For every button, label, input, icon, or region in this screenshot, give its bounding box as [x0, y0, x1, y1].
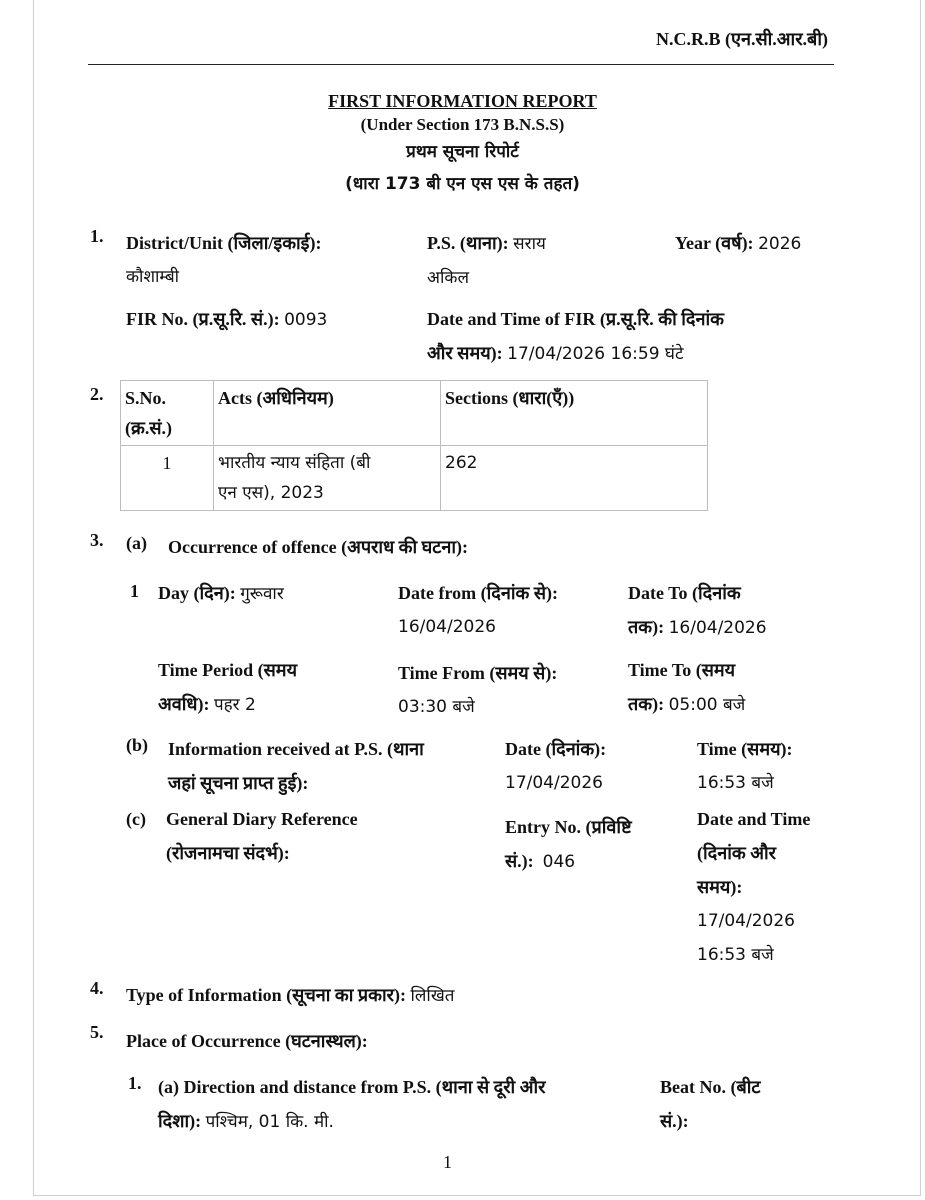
item2-number: 2. [90, 384, 104, 404]
title-block [200, 88, 725, 200]
fir-datetime-value: 17/04/2026 16:59 घंटे [507, 344, 684, 364]
row-section: 262 [441, 446, 708, 511]
item3b-time-label: Time (समय): [697, 739, 793, 759]
time-period-label: Time Period (समय [158, 660, 298, 680]
time-to-field: Time To (समय तक): 05:00 बजे [628, 653, 745, 722]
item3b-time-field [697, 732, 793, 800]
fir-field [126, 302, 327, 337]
day-value: गुरूवार [240, 584, 284, 604]
info-type-field [126, 978, 454, 1013]
acts-table-header [121, 381, 708, 446]
item1-number: 1. [90, 226, 104, 246]
header-acts: Acts (अधिनियम) [214, 381, 441, 446]
item3c-entry-value: 046 [542, 852, 576, 872]
title-hi: प्रथम सूचना रिपोर्ट [406, 142, 519, 162]
ps-label: P.S. (थाना): [427, 233, 509, 253]
date-to-field: Date To (दिनांक तक): 16/04/2026 [628, 576, 767, 645]
item5-number: 5. [90, 1022, 104, 1042]
ps-value: सराय [513, 234, 546, 254]
year-label: Year (वर्ष): [675, 233, 754, 253]
row-act: भारतीय न्याय संहिता (बी एन एस), 2023 [214, 446, 441, 511]
date-from-value: 16/04/2026 [398, 617, 496, 637]
acts-table [120, 380, 708, 511]
item5-sub-number: 1. [128, 1073, 142, 1093]
direction-label: (a) Direction and distance from P.S. (थाना से दूरी और [158, 1077, 546, 1097]
date-from-field [398, 576, 558, 644]
item3-sub-number: 1 [130, 581, 139, 601]
place-label: Place of Occurrence (घटनास्थल): [126, 1031, 368, 1051]
item3c-datetime-time: 16:53 बजे [697, 945, 774, 965]
item3c-title: General Diary Reference (रोजनामचा संदर्भ): [166, 809, 358, 863]
direction-value: पश्चिम, 01 कि. मी. [205, 1112, 334, 1132]
direction-field: (a) Direction and distance from P.S. (थाना से दूरी और दिशा): पश्चिम, 01 कि. मी. [158, 1070, 638, 1139]
info-type-value: लिखित [410, 986, 455, 1006]
ps-value-line2: अकिल [427, 268, 469, 288]
page-number: 1 [443, 1152, 452, 1172]
year-value: 2026 [758, 234, 802, 254]
date-to-label: Date To (दिनांक [628, 583, 741, 603]
year-field [675, 226, 801, 261]
beat-label: Beat No. (बीट [660, 1077, 761, 1097]
date-to-value: 16/04/2026 [668, 618, 767, 638]
ps-field [427, 226, 607, 295]
fir-datetime-label: Date and Time of FIR (प्र.सू.रि. की दिनांक [427, 309, 724, 329]
title-section-en: (Under Section 173 B.N.S.S) [360, 115, 565, 134]
header-sno: S.No. (क्र.सं.) [121, 381, 214, 446]
item3c-datetime-field: Date and Time (दिनांक और समय): 17/04/2026 16:53 बजे [697, 802, 810, 972]
fir-label: FIR No. (प्र.सू.रि. सं.): [126, 309, 280, 329]
time-period-value: पहर 2 [213, 695, 256, 715]
date-from-label: Date from (दिनांक से): [398, 583, 558, 603]
time-to-value: 05:00 बजे [668, 695, 746, 715]
day-field [158, 576, 284, 611]
time-from-field [398, 656, 557, 724]
item3a-label: (a) [126, 533, 147, 553]
item3c-datetime-date: 17/04/2026 [697, 911, 795, 931]
district-field [126, 226, 322, 294]
item3c-entry-field: Entry No. (प्रविष्टि सं.): 046 [505, 810, 632, 879]
item3a-title: Occurrence of offence (अपराध की घटना): [168, 537, 468, 557]
item3b-date-field [505, 732, 606, 800]
item3b-date-value: 17/04/2026 [505, 773, 603, 793]
fir-value: 0093 [284, 310, 328, 330]
title-section-hi: (धारा 173 बी एन एस एस के तहत) [345, 174, 580, 194]
item3b-time-value: 16:53 बजे [697, 773, 774, 793]
item4-number: 4. [90, 978, 104, 998]
district-value: कौशाम्बी [126, 267, 180, 287]
row-sno: 1 [121, 446, 214, 511]
item3c-label: (c) [126, 809, 146, 829]
fir-datetime-label-line2: और समय): [427, 343, 503, 363]
table-row [121, 446, 708, 511]
time-from-value: 03:30 बजे [398, 697, 475, 717]
header-rule [88, 64, 834, 65]
item3c-entry-label: Entry No. (प्रविष्टि [505, 817, 632, 837]
item3b-title: Information received at P.S. (थाना जहां सूचना प्राप्त हुई): [168, 739, 424, 793]
time-from-label: Time From (समय से): [398, 663, 558, 683]
time-to-label: Time To (समय [628, 660, 736, 680]
beat-field: Beat No. (बीट सं.): [660, 1070, 761, 1138]
day-label: Day (दिन): [158, 583, 236, 603]
district-label: District/Unit (जिला/इकाई): [126, 233, 322, 253]
item3b-label: (b) [126, 735, 148, 755]
title-en: FIRST INFORMATION REPORT [328, 91, 597, 111]
fir-datetime-field [427, 302, 847, 371]
info-type-label: Type of Information (सूचना का प्रकार): [126, 985, 406, 1005]
ncrb-header: N.C.R.B (एन.सी.आर.बी) [656, 29, 828, 49]
item3-number: 3. [90, 530, 104, 550]
header-sections: Sections (धारा(एँ)) [441, 381, 708, 446]
time-period-field: Time Period (समय अवधि): पहर 2 [158, 653, 297, 722]
item3b-date-label: Date (दिनांक): [505, 739, 607, 759]
